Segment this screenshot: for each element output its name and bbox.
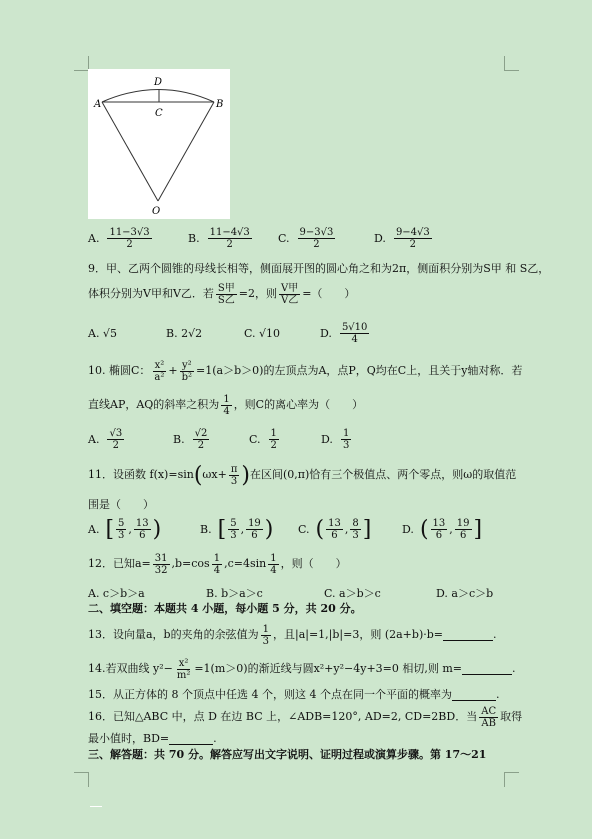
label-o: O <box>152 206 161 217</box>
option-fraction: $\frac{9-3√3}{2}$ <box>299 227 334 250</box>
section-2-heading: 二、填空题：本题共 4 小题，每小题 5 分，共 20 分。 <box>88 602 362 615</box>
q9-options <box>88 322 371 345</box>
q9-option-b[interactable]: B. 2√2 <box>166 327 203 340</box>
q11-option-a[interactable]: A. [ $\frac{5}{3}$ , $\frac{13}{6}$ ) <box>88 516 162 542</box>
sector-figure <box>88 69 230 219</box>
q11-option-d[interactable]: D. ( $\frac{13}{6}$ , $\frac{19}{6}$ ] <box>402 516 483 542</box>
q9-option-d[interactable]: D. $\frac{5√10}{4}$ <box>320 322 368 345</box>
q10-option-b[interactable]: B. $\frac{√2}{2}$ <box>173 428 208 451</box>
section-3-heading: 三、解答题：共 70 分。解答应写出文字说明、证明过程或演算步骤。第 17～21 <box>88 748 487 761</box>
q10-stem-line1: 10. 椭圆C： $\frac{\text{x²}}{\text{a²}}$ + $\frac{\text{y²}}{\text{b²}}$ =1(a＞b＞0)的左顶点为A，点P，Q均在C上，且关于y轴对称．若 <box>88 360 523 383</box>
crop-mark-top-left <box>74 56 89 71</box>
q8-option-d[interactable] <box>374 227 434 250</box>
q16-stem-line2: 最小值时，BD= . <box>88 732 217 745</box>
q11-option-b[interactable]: B. [ $\frac{5}{3}$ , $\frac{19}{6}$ ) <box>200 516 274 542</box>
label-d: D <box>154 77 163 88</box>
q10-option-a[interactable]: A. $\frac{√3}{2}$ <box>88 428 123 451</box>
q12-stem: 12．已知a= $\frac{31}{32}$ ,b=cos $\frac{1}{4}$ ,c=4sin $\frac{1}{4}$ ，则（ ） <box>88 553 347 576</box>
option-fraction: $\frac{9-4√3}{2}$ <box>395 227 430 250</box>
q15-answer-blank[interactable] <box>452 690 496 701</box>
q14-stem: 14.若双曲线 y²− $\frac{\text{x²}}{\text{m²}}$ =1(m＞0)的渐近线与圆x²+y²−4y+3=0 相切,则 m= . <box>88 658 516 681</box>
q10-stem-line2: 直线AP，AQ的斜率之积为 $\frac{1}{4}$ ，则C的离心率为（ ） <box>88 394 364 417</box>
q8-option-c[interactable] <box>278 227 374 250</box>
ratio-s: $\frac{\text{S甲}}{\text{S乙}}$ <box>217 283 235 306</box>
q15-stem: 15．从正方体的 8 个顶点中任选 4 个，则这 4 个点在同一个平面的概率为 . <box>88 688 500 701</box>
page-mark <box>90 806 102 807</box>
crop-mark-bottom-left <box>74 772 89 787</box>
q11-options <box>88 518 482 541</box>
q16-answer-blank[interactable] <box>169 734 213 745</box>
q12-option-c[interactable]: C. a＞b＞c <box>324 587 381 600</box>
q9-option-c[interactable]: C. √10 <box>244 327 281 340</box>
option-fraction: $\frac{11-3√3}{2}$ <box>109 227 150 250</box>
option-letter: B. <box>188 232 200 245</box>
q9-stem-line2: 体积分别为V甲和V乙．若 $\frac{\text{S甲}}{\text{S乙}}$ =2，则 $\frac{\text{V甲}}{\text{V乙}}$ =（ ） <box>88 283 356 306</box>
q13-stem: 13．设向量a，b的夹角的余弦值为 $\frac{1}{3}$ ，且|a|=1,|b|=3，则 (2a+b)·b= . <box>88 624 497 647</box>
option-letter: A. <box>88 232 100 245</box>
q10-options <box>88 428 353 451</box>
q10-option-c[interactable]: C. $\frac{1}{2}$ <box>249 428 277 451</box>
label-b: B <box>216 99 224 110</box>
q10-option-d[interactable]: D. $\frac{1}{3}$ <box>321 428 350 451</box>
crop-mark-bottom-right <box>504 772 519 787</box>
radius-ob <box>158 102 214 201</box>
q16-stem-line1: 16．已知△ABC 中，点 D 在边 BC 上，∠ADB=120°, AD=2, CD=2BD．当 $\frac{AC}{AB}$ 取得 <box>88 706 523 729</box>
q12-option-a[interactable]: A. c＞b＞a <box>88 587 145 600</box>
q14-answer-blank[interactable] <box>462 664 512 675</box>
label-a: A <box>94 99 102 110</box>
q11-stem-line2: 围是（ ） <box>88 498 154 511</box>
q11-stem-line1: 11．设函数 f(x)=sin ( ωx+ $\frac{\pi}{3}$ ) 在区间(0,π)恰有三个极值点、两个零点，则ω的取值范 <box>88 462 517 488</box>
q11-option-c[interactable]: C. ( $\frac{13}{6}$ , $\frac{8}{3}$ ] <box>298 516 372 542</box>
q8-options <box>88 227 434 250</box>
option-fraction: $\frac{11-4√3}{2}$ <box>209 227 250 250</box>
option-letter: C. <box>278 232 290 245</box>
q12-option-d[interactable]: D. a＞c＞b <box>436 587 494 600</box>
q13-answer-blank[interactable] <box>443 630 493 641</box>
q8-option-b[interactable] <box>188 227 278 250</box>
q12-options <box>88 585 493 601</box>
option-letter: D. <box>374 232 386 245</box>
q9-option-a[interactable]: A. √5 <box>88 327 117 340</box>
arc-ab <box>102 90 214 103</box>
sector-diagram <box>88 69 230 219</box>
radius-oa <box>102 102 158 201</box>
ratio-v: $\frac{\text{V甲}}{\text{V乙}}$ <box>280 283 299 306</box>
crop-mark-top-right <box>504 56 519 71</box>
label-c: C <box>155 108 163 119</box>
q9-stem-line1: 9．甲、乙两个圆锥的母线长相等，侧面展开图的圆心角之和为2π，侧面积分别为S甲 和 S乙， <box>88 262 550 275</box>
q12-option-b[interactable]: B. b＞a＞c <box>206 587 263 600</box>
q8-option-a[interactable] <box>88 227 188 250</box>
